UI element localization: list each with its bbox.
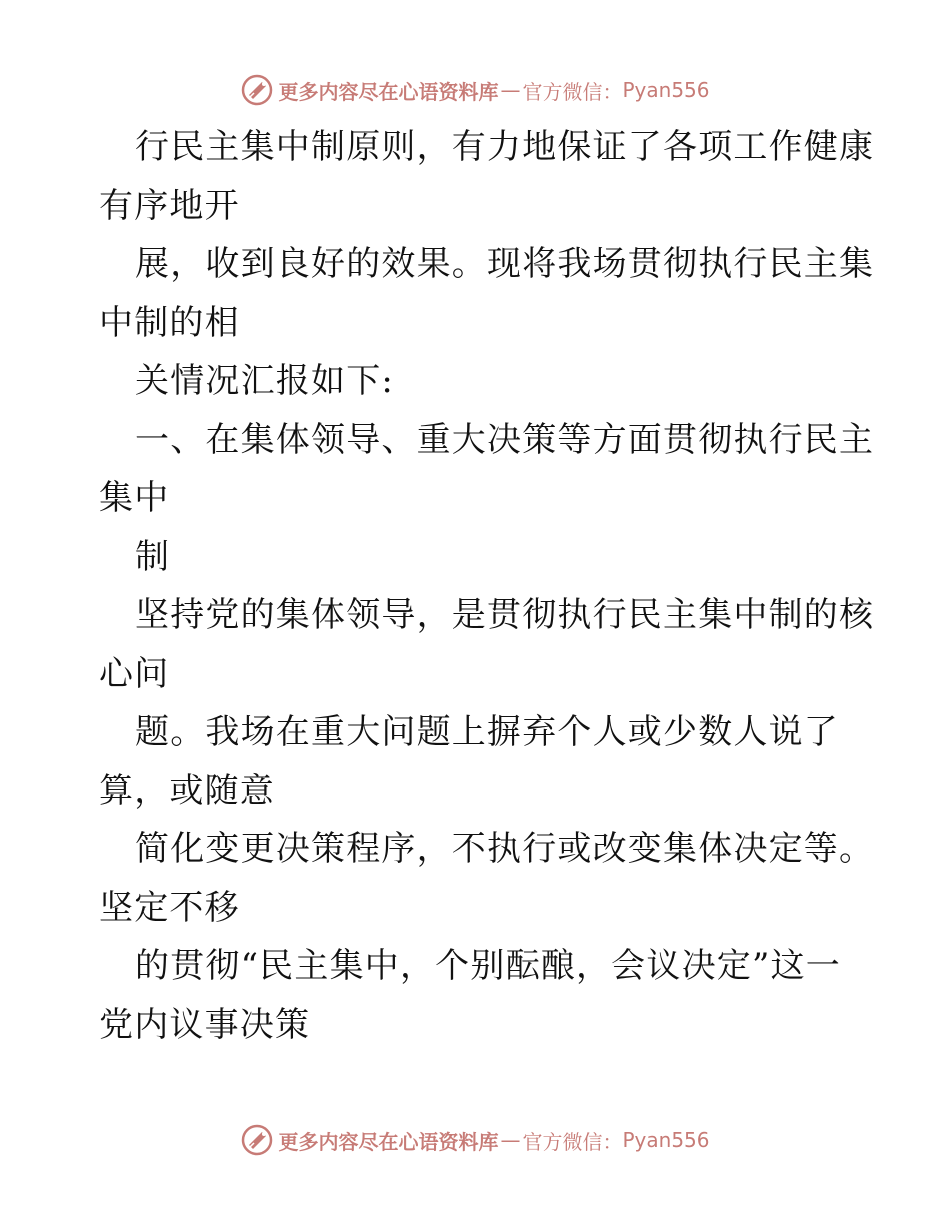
section-heading-cont: 集中	[99, 478, 170, 518]
text-line: 坚持党的集体领导，是贯彻执行民主集中制的核	[135, 595, 875, 635]
banner-separator: —	[500, 78, 521, 102]
text-line: 算，或随意	[99, 770, 275, 811]
banner-wechat-label: 官方微信：	[522, 79, 623, 104]
text-line: 简化变更决策程序，不执行或改变集体决定等。	[135, 829, 875, 869]
text-line: 有序地开	[99, 185, 240, 226]
text-line: 党内议事决策	[99, 1004, 311, 1045]
text-line: 题。我场在重大问题上摒弃个人或少数人说了	[135, 712, 839, 752]
text-line: 行民主集中制原则，有力地保证了各项工作健康	[135, 127, 875, 167]
banner-wechat-id: Pyan556	[622, 1128, 710, 1152]
text-line: 的贯彻“民主集中，个别酝酿，会议决定”这一	[135, 946, 841, 986]
text-line: 心问	[99, 653, 170, 694]
banner-title: 更多内容尽在心语资料库	[278, 79, 499, 104]
text-line: 坚定不移	[99, 887, 240, 928]
banner-wechat-id: Pyan556	[622, 78, 710, 102]
header-banner	[0, 70, 950, 110]
text-line: 展，收到良好的效果。现将我场贯彻执行民主集	[135, 244, 875, 284]
banner-separator: —	[500, 1128, 521, 1152]
document-body	[99, 118, 875, 1054]
text-line: 中制的相	[99, 302, 240, 343]
text-line: 关情况汇报如下:	[135, 361, 395, 401]
library-logo-icon	[240, 73, 274, 107]
section-heading-cont: 制	[135, 536, 171, 577]
banner-title: 更多内容尽在心语资料库	[278, 1129, 499, 1154]
footer-banner	[0, 1120, 950, 1160]
library-logo-icon	[240, 1123, 274, 1157]
banner-wechat-label: 官方微信：	[522, 1129, 623, 1154]
section-heading: 一、在集体领导、重大决策等方面贯彻执行民主	[135, 419, 875, 460]
